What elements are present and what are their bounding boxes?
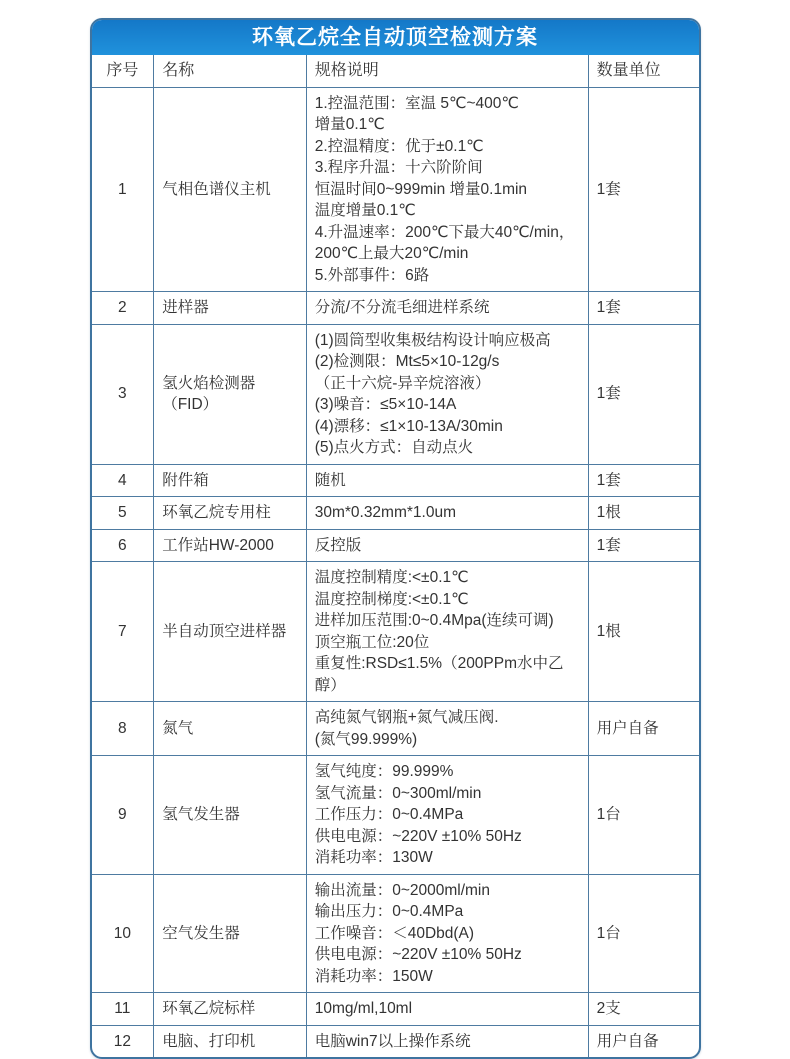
- quantity-cell: 2支: [588, 993, 698, 1026]
- spec-line: 10mg/ml,10ml: [314, 1000, 413, 1017]
- table-row: [92, 292, 699, 325]
- spec-line: 增量0.1℃: [314, 116, 385, 133]
- spec-line: 200℃上最大20℃/min: [314, 245, 469, 262]
- spec-line: 4.升温速率：200℃下最大40℃/min，: [314, 223, 575, 241]
- column-header-spec: 规格说明: [306, 55, 588, 87]
- spec-cell: [306, 324, 588, 464]
- row-number-cell: 7: [92, 562, 154, 702]
- quantity-cell: 1套: [588, 464, 698, 497]
- sheet-title-text: 环氧乙烷全自动顶空检测方案: [252, 26, 538, 49]
- spec-table: [92, 55, 699, 1057]
- item-name-cell: 氢气发生器: [154, 756, 307, 875]
- row-number-cell: 11: [92, 993, 154, 1026]
- table-row: [92, 1025, 699, 1057]
- spec-cell: [306, 87, 588, 292]
- spec-cell: [306, 497, 588, 530]
- spec-line: 氢气流量：0~300ml/min: [314, 784, 482, 802]
- table-row: [92, 324, 699, 464]
- spec-line: 输出压力：0~0.4MPa: [314, 903, 464, 920]
- spec-line: 电脑win7以上操作系统: [314, 1032, 471, 1050]
- row-number-cell: 3: [92, 324, 154, 464]
- item-name-cell: 氢火焰检测器（FID）: [154, 324, 307, 464]
- item-name-cell: 半自动顶空进样器: [154, 562, 307, 702]
- spec-line: 恒温时间0~999min 增量0.1min: [314, 180, 528, 198]
- spec-line: 消耗功率：130W: [314, 849, 433, 866]
- spec-line: 温度控制梯度:<±0.1℃: [314, 590, 469, 608]
- spec-line: 消耗功率：150W: [314, 967, 433, 985]
- item-name-cell: 电脑、打印机: [154, 1025, 307, 1057]
- quantity-cell: 用户自备: [588, 1025, 698, 1057]
- row-number-cell: 12: [92, 1025, 154, 1057]
- quantity-cell: 1台: [588, 756, 698, 875]
- spec-sheet: [90, 18, 701, 1059]
- spec-line: (氮气99.999%): [314, 730, 418, 748]
- spec-line: 输出流量：0~2000ml/min: [314, 881, 490, 899]
- row-number-cell: 8: [92, 702, 154, 756]
- spec-cell: [306, 1025, 588, 1057]
- item-name-cell: 进样器: [154, 292, 307, 325]
- row-number-cell: 9: [92, 756, 154, 875]
- column-header-qty: 数量单位: [588, 55, 698, 87]
- sheet-title: [92, 20, 699, 55]
- quantity-cell: 1台: [588, 874, 698, 993]
- spec-cell: [306, 292, 588, 325]
- table-row: [92, 464, 699, 497]
- spec-line: 进样加压范围:0~0.4Mpa(连续可调): [314, 612, 554, 629]
- spec-line: 3.程序升温：十六阶阶间: [314, 159, 483, 176]
- spec-line: (1)圆筒型收集极结构设计响应极高: [314, 331, 551, 349]
- row-number-cell: 2: [92, 292, 154, 325]
- spec-line: 温度增量0.1℃: [314, 202, 416, 219]
- spec-line: 供电电源：~220V ±10% 50Hz: [314, 827, 522, 845]
- item-name-cell: 环氧乙烷标样: [154, 993, 307, 1026]
- row-number-cell: 10: [92, 874, 154, 993]
- spec-line: 分流/不分流毛细进样系统: [314, 299, 490, 316]
- spec-line: 2.控温精度：优于±0.1℃: [314, 137, 484, 155]
- spec-line: 工作压力：0~0.4MPa: [314, 806, 464, 823]
- item-name-cell: 气相色谱仪主机: [154, 87, 307, 292]
- table-row: [92, 562, 699, 702]
- table-row: [92, 993, 699, 1026]
- spec-line: 氢气纯度：99.999%: [314, 763, 454, 780]
- row-number-cell: 5: [92, 497, 154, 530]
- spec-cell: [306, 529, 588, 562]
- spec-line: （正十六烷-异辛烷溶液）: [314, 374, 491, 392]
- spec-line: 1.控温范围：室温 5℃~400℃: [314, 94, 519, 112]
- item-name-cell: 氮气: [154, 702, 307, 756]
- item-name-cell: 空气发生器: [154, 874, 307, 993]
- table-row: [92, 756, 699, 875]
- item-name-cell: 工作站HW-2000: [154, 529, 307, 562]
- spec-cell: [306, 993, 588, 1026]
- spec-line: 供电电源：~220V ±10% 50Hz: [314, 946, 522, 963]
- spec-cell: [306, 464, 588, 497]
- item-name-cell: 环氧乙烷专用柱: [154, 497, 307, 530]
- row-number-cell: 6: [92, 529, 154, 562]
- spec-cell: [306, 874, 588, 993]
- table-row: [92, 529, 699, 562]
- spec-cell: [306, 702, 588, 756]
- spec-line: 5.外部事件：6路: [314, 266, 430, 284]
- quantity-cell: 1根: [588, 497, 698, 530]
- quantity-cell: 用户自备: [588, 702, 698, 756]
- spec-line: (3)噪音：≤5×10-14A: [314, 396, 457, 413]
- spec-cell: [306, 562, 588, 702]
- spec-line: (4)漂移：≤1×10-13A/30min: [314, 417, 503, 435]
- table-body: [92, 87, 699, 1057]
- spec-line: (5)点火方式：自动点火: [314, 439, 474, 456]
- row-number-cell: 1: [92, 87, 154, 292]
- spec-line: 30m*0.32mm*1.0um: [314, 504, 456, 521]
- item-name-cell: 附件箱: [154, 464, 307, 497]
- spec-line: 随机: [314, 471, 346, 489]
- spec-line: 重复性:RSD≤1.5%（200PPm水中乙醇）: [314, 655, 564, 694]
- column-header-name: 名称: [154, 55, 307, 87]
- spec-line: 顶空瓶工位:20位: [314, 633, 430, 651]
- quantity-cell: 1套: [588, 324, 698, 464]
- table-row: [92, 702, 699, 756]
- spec-line: 温度控制精度:<±0.1℃: [314, 569, 469, 586]
- table-header-row: [92, 55, 699, 87]
- spec-cell: [306, 756, 588, 875]
- table-row: [92, 497, 699, 530]
- quantity-cell: 1套: [588, 87, 698, 292]
- table-row: [92, 87, 699, 292]
- spec-line: 高纯氮气钢瓶+氮气减压阀.: [314, 709, 499, 726]
- quantity-cell: 1套: [588, 529, 698, 562]
- table-row: [92, 874, 699, 993]
- row-number-cell: 4: [92, 464, 154, 497]
- column-header-no: 序号: [92, 55, 154, 87]
- quantity-cell: 1根: [588, 562, 698, 702]
- spec-line: 反控版: [314, 536, 362, 554]
- spec-line: 工作噪音：＜40Dbd(A): [314, 924, 475, 942]
- spec-line: (2)检测限：Mt≤5×10-12g/s: [314, 353, 500, 370]
- quantity-cell: 1套: [588, 292, 698, 325]
